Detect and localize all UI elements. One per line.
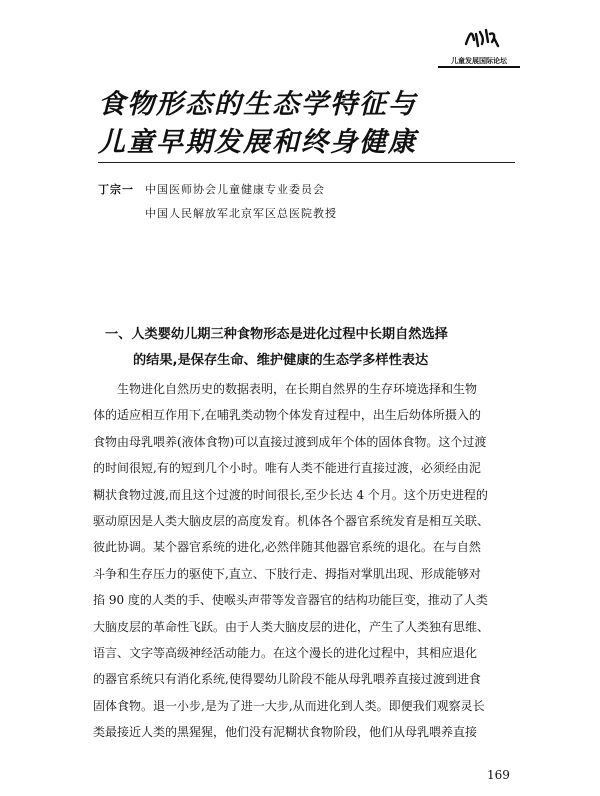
section-heading-line-1: 一、人类婴幼儿期三种食物形态是进化过程中长期自然选择	[105, 327, 448, 342]
forum-logo	[438, 26, 520, 70]
section-heading-line-2: 的结果,是保存生命、维护健康的生态学多样性表达	[133, 353, 429, 368]
affiliation-2: 中国人民解放军北京军区总医院教授	[145, 207, 337, 220]
logo-divider	[438, 66, 520, 68]
body-line: 大脑皮层的革命性飞跃。由于人类大脑皮层的进化，产生了人类独有思维、	[93, 619, 490, 634]
body-line: 体的适应相互作用下,在哺乳类动物个体发育过程中，出生后幼体所摄入的	[93, 408, 481, 423]
affiliation-1: 中国医师协会儿童健康专业委员会	[145, 183, 325, 196]
title-line-1: 食物形态的生态学特征与	[98, 89, 417, 120]
body-line: 糊状食物过渡,而且这个过渡的时间很长,至少长达 4 个月。这个历史进程的	[93, 487, 488, 502]
body-line: 语言、文字等高级神经活动能力。在这个漫长的进化过程中，其相应退化	[93, 646, 478, 661]
title-divider	[98, 162, 515, 163]
logo-caption: 儿童发展国际论坛	[451, 57, 507, 65]
section-heading	[105, 322, 525, 374]
author-name: 丁宗一	[98, 183, 134, 196]
body-line: 固体食物。退一小步,是为了进一大步,从而进化到人类。即便我们观察灵长	[93, 698, 485, 713]
title-line-2: 儿童早期发展和终身健康	[98, 127, 417, 158]
page-number: 169	[487, 768, 510, 782]
body-line: 食物由母乳喂养(液体食物)可以直接过渡到成年个体的固体食物。这个过渡	[93, 434, 487, 449]
body-paragraph	[93, 376, 521, 746]
body-line: 掐 90 度的人类的手、使喉头声带等发音器官的结构功能巨变，推动了人类	[93, 593, 488, 608]
body-line: 的器官系统只有消化系统,使得婴幼儿阶段不能从母乳喂养直接过渡到进食	[93, 672, 481, 687]
calligraphy-logo-icon	[462, 26, 502, 50]
article-title	[98, 86, 518, 162]
body-line: 驱动原因是人类大脑皮层的高度发育。机体各个器官系统发育是相互关联、	[93, 514, 490, 529]
body-line: 的时间很短,有的短到几个小时。唯有人类不能进行直接过渡，必须经由泥	[93, 461, 481, 476]
body-line: 类最接近人类的黑猩猩，他们没有泥糊状食物阶段，他们从母乳喂养直接	[93, 725, 478, 740]
body-line: 斗争和生存压力的驱使下,直立、下肢行走、拇指对掌肌出现、形成能够对	[93, 566, 481, 581]
body-line: 生物进化自然历史的数据表明，在长期自然界的生存环境选择和生物	[117, 382, 478, 396]
body-line: 彼此协调。某个器官系统的进化,必然伴随其他器官系统的退化。在与自然	[93, 540, 481, 555]
